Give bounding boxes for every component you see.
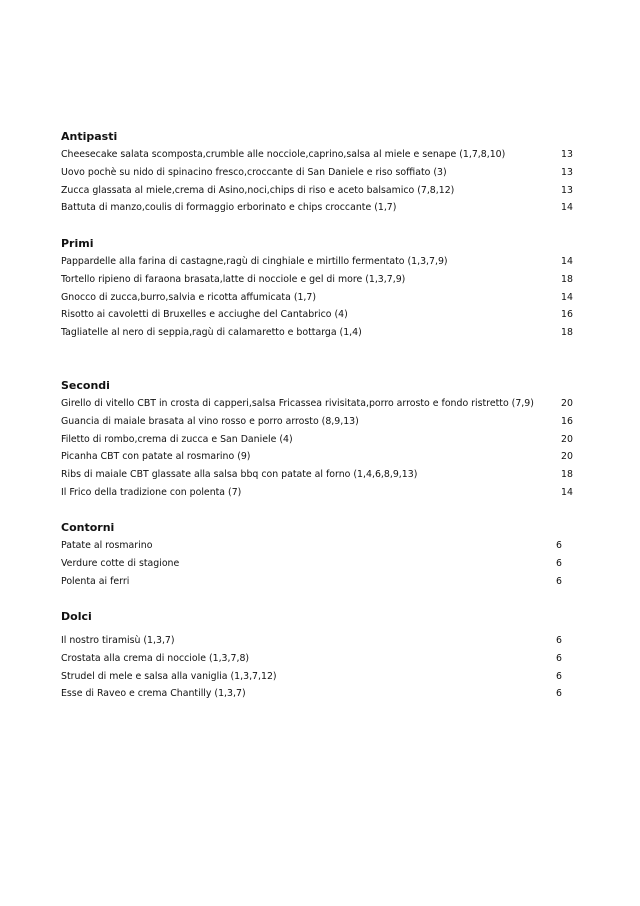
menu-item-price: 18 bbox=[561, 273, 573, 285]
menu-item-price: 13 bbox=[561, 184, 573, 196]
section-title-secondi: Secondi bbox=[61, 379, 110, 392]
menu-item-name: Crostata alla crema di nocciole (1,3,7,8) bbox=[61, 652, 250, 664]
menu-item-price: 18 bbox=[561, 469, 573, 481]
menu-item-name: Esse di Raveo e crema Chantilly (1,3,7) bbox=[61, 688, 246, 700]
menu-item bbox=[61, 668, 581, 686]
section-antipasti bbox=[61, 128, 581, 217]
menu-item bbox=[61, 466, 581, 484]
menu-item-name: Pappardelle alla farina di castagne,ragù di cinghiale e mirtillo fermentato (1,3,7,9) bbox=[61, 256, 448, 267]
section-secondi bbox=[61, 377, 581, 502]
menu-item bbox=[61, 448, 581, 466]
menu-item bbox=[61, 199, 581, 217]
menu-item-price: 16 bbox=[561, 415, 573, 427]
menu-item-name: Patate al rosmarino bbox=[61, 540, 153, 551]
menu-item-price: 6 bbox=[556, 540, 562, 551]
menu-item-name: Ribs di maiale CBT glassate alla salsa bbq con patate al forno (1,4,6,8,9,13) bbox=[61, 469, 418, 481]
menu-item-name: Polenta ai ferri bbox=[61, 575, 130, 587]
section-title-antipasti: Antipasti bbox=[61, 130, 118, 143]
section-primi bbox=[61, 235, 581, 342]
menu-item-price: 6 bbox=[556, 670, 562, 682]
menu-item-price: 14 bbox=[561, 486, 573, 498]
section-dolci bbox=[61, 608, 581, 703]
menu-item-price: 20 bbox=[561, 398, 573, 409]
menu-item-name: Cheesecake salata scomposta,crumble alle nocciole,caprino,salsa al miele e senape (1,7,8,10) bbox=[61, 149, 506, 160]
menu-item-price: 20 bbox=[561, 433, 573, 445]
menu-item-name: Picanha CBT con patate al rosmarino (9) bbox=[61, 451, 251, 463]
menu-item-name: Il Frico della tradizione con polenta (7) bbox=[61, 486, 242, 498]
menu-item bbox=[61, 573, 581, 591]
menu-item-price: 14 bbox=[561, 202, 573, 214]
menu-item bbox=[61, 431, 581, 449]
menu-item-name: Girello di vitello CBT in crosta di capperi,salsa Fricassea rivisitata,porro arrosto e fondo ristretto (7,9) bbox=[61, 398, 534, 409]
menu-item bbox=[61, 484, 581, 502]
menu-item-name: Battuta di manzo,coulis di formaggio erborinato e chips croccante (1,7) bbox=[61, 202, 397, 214]
section-title-primi: Primi bbox=[61, 237, 94, 250]
menu-item-name: Tagliatelle al nero di seppia,ragù di calamaretto e bottarga (1,4) bbox=[61, 327, 362, 339]
menu-item bbox=[61, 164, 581, 182]
menu-item-name: Filetto di rombo,crema di zucca e San Daniele (4) bbox=[61, 433, 293, 445]
menu-item-name: Risotto ai cavoletti di Bruxelles e acciughe del Cantabrico (4) bbox=[61, 309, 348, 321]
menu-item-price: 13 bbox=[561, 166, 573, 178]
menu-item-name: Il nostro tiramisù (1,3,7) bbox=[61, 635, 175, 646]
menu-item-name: Tortello ripieno di faraona brasata,latte di nocciole e gel di more (1,3,7,9) bbox=[61, 273, 406, 285]
section-contorni bbox=[61, 519, 581, 590]
menu-item-price: 14 bbox=[561, 256, 573, 267]
menu-item-price: 6 bbox=[556, 652, 562, 664]
menu-item bbox=[61, 289, 581, 307]
section-title-contorni: Contorni bbox=[61, 521, 115, 534]
menu-item bbox=[61, 395, 581, 413]
menu-item bbox=[61, 271, 581, 289]
menu-item-price: 6 bbox=[556, 688, 562, 700]
menu-item-name: Guancia di maiale brasata al vino rosso e porro arrosto (8,9,13) bbox=[61, 415, 359, 427]
menu-item bbox=[61, 685, 581, 703]
menu-item bbox=[61, 632, 581, 650]
menu-item-price: 14 bbox=[561, 291, 573, 303]
menu-item-name: Strudel di mele e salsa alla vaniglia (1,3,7,12) bbox=[61, 670, 277, 682]
menu-item bbox=[61, 650, 581, 668]
menu-item-price: 18 bbox=[561, 327, 573, 339]
menu-item-price: 6 bbox=[556, 557, 562, 569]
menu-item bbox=[61, 182, 581, 200]
menu-item bbox=[61, 555, 581, 573]
menu-item bbox=[61, 537, 581, 555]
menu-item bbox=[61, 324, 581, 342]
menu-item bbox=[61, 413, 581, 431]
menu-item-price: 20 bbox=[561, 451, 573, 463]
menu-item bbox=[61, 253, 581, 271]
menu-item-name: Verdure cotte di stagione bbox=[61, 557, 180, 569]
menu-item-price: 16 bbox=[561, 309, 573, 321]
menu-item-price: 6 bbox=[556, 635, 562, 646]
menu-item-price: 6 bbox=[556, 575, 562, 587]
menu-item bbox=[61, 146, 581, 164]
menu-item-name: Zucca glassata al miele,crema di Asino,noci,chips di riso e aceto balsamico (7,8,12) bbox=[61, 184, 455, 196]
menu-item-price: 13 bbox=[561, 149, 573, 160]
menu-item-name: Gnocco di zucca,burro,salvia e ricotta affumicata (1,7) bbox=[61, 291, 317, 303]
menu-item-name: Uovo pochè su nido di spinacino fresco,croccante di San Daniele e riso soffiato (3) bbox=[61, 166, 447, 178]
section-title-dolci: Dolci bbox=[61, 610, 92, 623]
menu-item bbox=[61, 306, 581, 324]
